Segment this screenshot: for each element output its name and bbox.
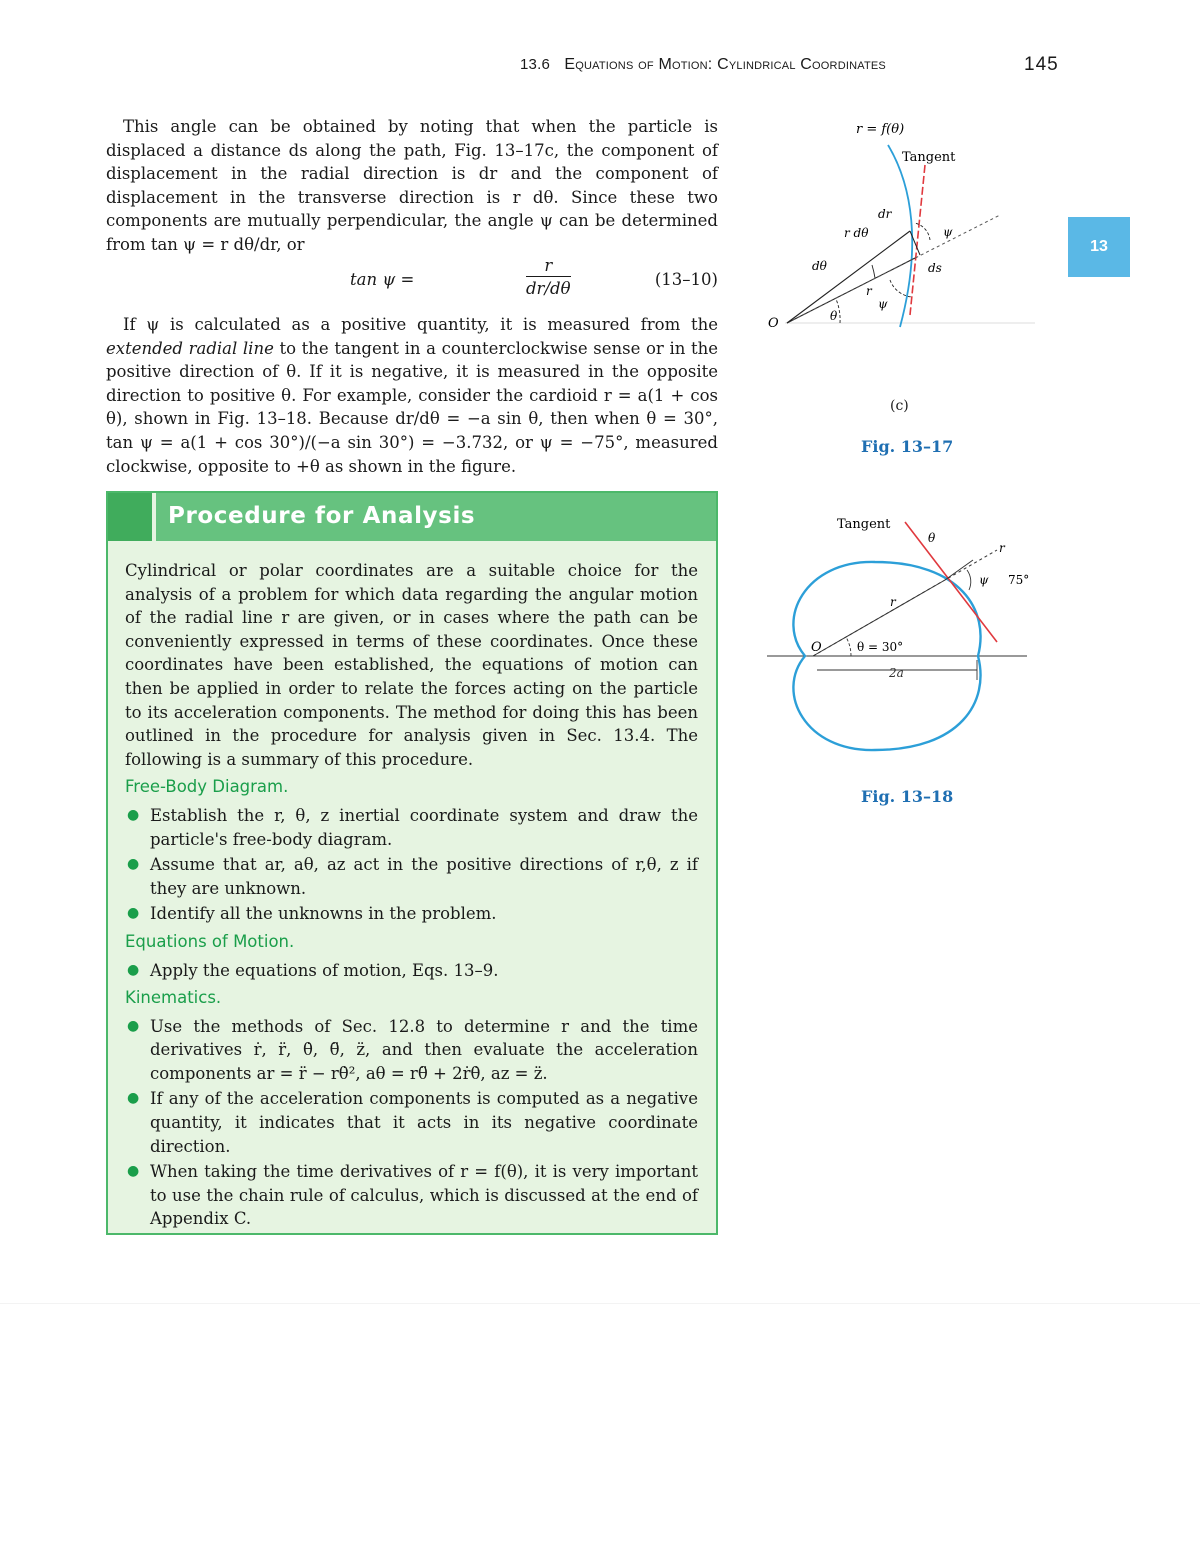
label-psi: ψ [979,573,989,587]
paragraph-angle-derivation: This angle can be obtained by noting that when the particle is displaced a distance ds along the path, Fig. 13–17c, the component of displacement in the radial direction is dr and the component of displacement in the transverse direction is r dθ. Since these two components are mutually perpendicular, the angle ψ can be determined from tan ψ = r dθ/dr, or [106,117,718,254]
dtheta-arc [872,265,875,278]
label-tangent: Tangent [902,150,956,165]
bullet-icon: ● [127,1163,140,1180]
label-r-dir: r [999,541,1005,555]
path-curve [888,145,912,327]
list-item-text: Apply the equations of motion, Eqs. 13–9. [150,960,499,980]
list-item [125,902,698,926]
bullet-icon: ● [127,961,140,978]
bullet-icon: ● [127,1017,140,1034]
bullet-icon: ● [127,905,140,922]
label-ds: ds [928,261,942,275]
label-2a: 2a [889,666,904,680]
page-number: 145 [1024,54,1059,75]
bullet-icon: ● [127,806,140,823]
procedure-box [106,491,718,1235]
equation-number: (13–10) [654,270,718,289]
subhead-kinematics: Kinematics. [125,988,222,1008]
procedure-intro: Cylindrical or polar coordinates are a suitable choice for the analysis of a problem for which data regarding the angular motion of the radial line r are given, or in cases where the path can be conveniently expressed in terms of these coordinates. Once these coordinates have been established, the equations of motion can then be applied in order to relate the forces acting on the particle to its acceleration components. The method for doing this has been outlined in the procedure for analysis given in Sec. 13.4. The following is a summary of this procedure. [125,561,698,769]
list-equations-of-motion [125,959,698,983]
list-item [125,1160,698,1231]
bullet-icon: ● [127,1090,140,1107]
running-header [520,56,940,74]
equation-lhs: tan ψ = [350,270,415,289]
figure-13-17-sublabel: (c) [890,398,909,414]
list-item [125,804,698,851]
label-r-line: r [890,595,896,609]
figure-13-17 [760,115,1050,335]
list-item-text: Identify all the unknowns in the problem. [150,904,497,924]
figure-13-18-diagram [765,510,1035,780]
bullet-icon: ● [127,856,140,873]
list-item [125,1087,698,1158]
figure-13-17-caption: Fig. 13–17 [861,437,954,456]
label-theta-30: θ = 30° [857,640,904,654]
page-bottom-edge [0,1303,1200,1304]
equation-13-10 [106,256,718,306]
header-notch [108,493,152,541]
list-item [125,853,698,900]
label-theta-dir: θ [928,531,936,545]
paragraph-part-b: to the tangent in a counterclockwise sense or in the positive direction of θ. If it is negative, it is measured in the opposite direction to positive θ. For example, consider the cardioid r = a(1 + cos θ), shown in Fig. 13–18. Because dr/dθ = −a sin θ, then when θ = 30°, tan ψ = a(1 + cos 30°)/(−a sin 30°) = −3.732, or ψ = −75°, measured clockwise, opposite to +θ as shown in the figure. [106,338,718,476]
paragraph-part-a: If ψ is calculated as a positive quantity, it is measured from the [123,315,718,334]
list-item-text: When taking the time derivatives of r = f(θ), it is very important to use the chain rule of calculus, which is discussed at the end of Appendix C. [150,1162,698,1229]
figure-13-18 [765,510,1035,780]
chapter-tab: 13 [1068,217,1130,277]
list-item [125,1015,698,1086]
subhead-equations-of-motion: Equations of Motion. [125,931,295,951]
section-title: Equations of Motion: Cylindrical Coordinates [564,56,886,73]
figure-13-18-caption: Fig. 13–18 [861,787,954,806]
theta-direction [945,560,973,580]
section-number: 13.6 [520,56,550,73]
paragraph-sign-convention [106,313,718,478]
emphasis-extended-radial-line: extended radial line [106,338,274,358]
label-r: r [866,284,872,298]
figure-13-17-diagram [760,115,1050,335]
list-item-text: Assume that ar, aθ, az act in the positive directions of r,θ, z if they are unknown. [150,855,698,898]
theta-arc [846,637,851,656]
label-psi-bottom: ψ [878,297,888,311]
list-kinematics [125,1015,698,1231]
label-dr: dr [878,207,892,221]
list-item-text: Establish the r, θ, z inertial coordinate system and draw the particle's free-body diagram. [150,805,698,849]
list-item [125,959,698,983]
equation-fraction [526,256,571,298]
label-origin: O [811,640,822,655]
procedure-title: Procedure for Analysis [168,503,476,529]
procedure-header [108,493,716,541]
label-psi-top: ψ [943,225,953,239]
procedure-content [125,559,698,1235]
subhead-free-body-diagram: Free-Body Diagram. [125,777,289,797]
radial-line-r-dr [787,231,910,323]
label-theta: θ [830,309,838,323]
label-tangent: Tangent [837,517,891,532]
list-item-text: Use the methods of Sec. 12.8 to determine r and the time derivatives ṙ, r̈, θ̇, θ̈, z̈, and then evaluate the acceleration components ar = r̈ − rθ̇², aθ = rθ̈ + 2ṙθ̇, az = z̈. [150,1016,698,1083]
label-curve: r = f(θ) [856,122,905,137]
label-75: 75° [1008,573,1030,587]
header-separator [152,493,156,541]
equation-denominator: dr/dθ [526,279,571,298]
list-free-body-diagram [125,804,698,926]
psi-arc [967,570,971,590]
label-origin: O [768,316,779,331]
label-dtheta: dθ [812,259,827,273]
label-rdtheta: r dθ [844,226,869,240]
equation-numerator: r [526,256,571,277]
list-item-text: If any of the acceleration components is computed as a negative quantity, it indicates that it acts in its negative coordinate direction. [150,1089,698,1156]
